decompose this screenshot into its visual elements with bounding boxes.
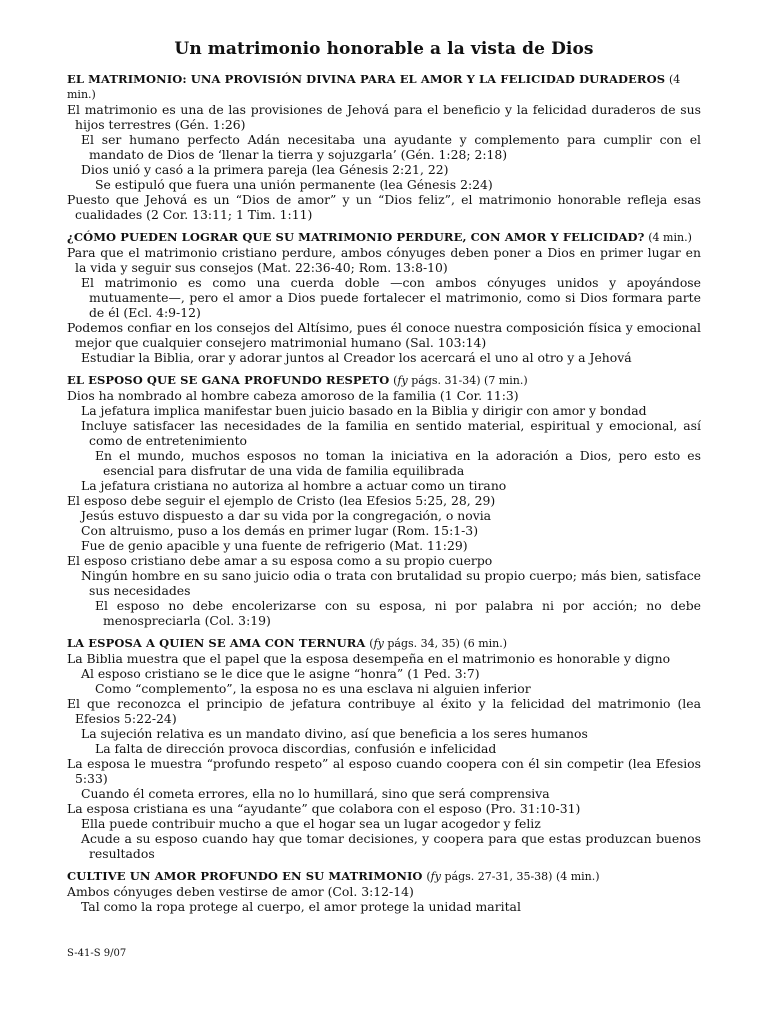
section-spacer (67, 365, 701, 373)
outline-point-level-0: El esposo debe seguir el ejemplo de Cristo (lea Efesios 5:25, 28, 29) (67, 493, 496, 508)
outline-point-level-2: En el mundo, muchos esposos no toman la iniciativa en la adoración a Dios, pero esto es esencial para disfrutar de una vida de familia equilibrada (95, 448, 701, 478)
outline-point-level-1: Cuando él cometa errores, ella no lo humillará, sino que será comprensiva (81, 786, 550, 801)
outline-point-level-1: Ella puede contribuir mucho a que el hogar sea un lugar acogedor y feliz (81, 816, 541, 831)
outline-point-level-1: La jefatura implica manifestar buen juicio basado en la Biblia y dirigir con amor y bondad (81, 403, 647, 418)
section-title: EL MATRIMONIO: UNA PROVISIÓN DIVINA PARA EL AMOR Y LA FELICIDAD DURADEROS (67, 72, 666, 86)
outline-point-level-0: Dios ha nombrado al hombre cabeza amoroso de la familia (1 Cor. 11:3) (67, 388, 519, 403)
outline-point-level-1: La jefatura cristiana no autoriza al hombre a actuar como un tirano (81, 478, 507, 493)
section-title: ¿CÓMO PUEDEN LOGRAR QUE SU MATRIMONIO PERDURE, CON AMOR Y FELICIDAD? (67, 230, 645, 244)
outline-point-level-1: Al esposo cristiano se le dice que le asigne “honra” (1 Ped. 3:7) (81, 666, 480, 681)
section-time-note: (fy págs. 31-34) (7 min.) (393, 374, 528, 387)
publication-ref: fy (397, 374, 408, 387)
outline-section (67, 230, 701, 373)
outline-point-level-1: Fue de genio apacible y una fuente de refrigerio (Mat. 11:29) (81, 538, 468, 553)
outline-point-level-1: Dios unió y casó a la primera pareja (lea Génesis 2:21, 22) (81, 162, 449, 177)
outline-point-level-1: Ningún hombre en su sano juicio odia o trata con brutalidad su propio cuerpo; más bien, satisface sus necesidades (81, 568, 701, 598)
section-heading (67, 373, 701, 388)
section-heading (67, 230, 701, 245)
outline-body (67, 72, 701, 914)
section-heading (67, 72, 701, 102)
outline-section (67, 72, 701, 230)
outline-point-level-2: Se estipuló que fuera una unión permanente (lea Génesis 2:24) (95, 177, 493, 192)
outline-point-level-0: La esposa le muestra “profundo respeto” al esposo cuando coopera con él sin competir (lea Efesios 5:33) (67, 756, 701, 786)
section-title: LA ESPOSA A QUIEN SE AMA CON TERNURA (67, 636, 366, 650)
outline-point-level-0: Ambos cónyuges deben vestirse de amor (Col. 3:12-14) (67, 884, 414, 899)
outline-section (67, 373, 701, 636)
outline-point-level-0: El matrimonio es una de las provisiones de Jehová para el beneficio y la felicidad duraderos de sus hijos terrestres (Gén. 1:26) (67, 102, 701, 132)
section-spacer (67, 861, 701, 869)
outline-point-level-2: La falta de dirección provoca discordias, confusión e infelicidad (95, 741, 497, 756)
form-code-footer: S-41-S 9/07 (67, 948, 127, 959)
publication-ref: fy (430, 870, 441, 883)
outline-point-level-1: Incluye satisfacer las necesidades de la familia en sentido material, espiritual y emocional, así como de entretenimiento (81, 418, 701, 448)
section-time-note: (4 min.) (648, 231, 692, 244)
outline-point-level-1: El ser humano perfecto Adán necesitaba una ayudante y complemento para cumplir con el mandato de Dios de ‘llenar la tierra y sojuzgarla’ (Gén. 1:28; 2:18) (81, 132, 701, 162)
outline-point-level-1: Estudiar la Biblia, orar y adorar juntos al Creador los acercará el uno al otro y a Jehová (81, 350, 632, 365)
section-title: EL ESPOSO QUE SE GANA PROFUNDO RESPETO (67, 373, 390, 387)
outline-section (67, 869, 701, 914)
section-title: CULTIVE UN AMOR PROFUNDO EN SU MATRIMONIO (67, 869, 423, 883)
section-spacer (67, 628, 701, 636)
outline-point-level-0: La esposa cristiana es una “ayudante” que colabora con el esposo (Pro. 31:10-31) (67, 801, 581, 816)
section-time-note: (fy págs. 27-31, 35-38) (4 min.) (426, 870, 600, 883)
outline-point-level-2: Como “complemento”, la esposa no es una esclava ni alguien inferior (95, 681, 531, 696)
outline-point-level-0: La Biblia muestra que el papel que la esposa desempeña en el matrimonio es honorable y digno (67, 651, 671, 666)
section-time-note: (fy págs. 34, 35) (6 min.) (369, 637, 508, 650)
outline-point-level-1: Acude a su esposo cuando hay que tomar decisiones, y coopera para que estas produzcan buenos resultados (81, 831, 701, 861)
outline-section (67, 636, 701, 869)
document-title: Un matrimonio honorable a la vista de Dios (174, 39, 594, 59)
publication-ref: fy (373, 637, 384, 650)
section-time-note: (4 min.) (67, 73, 681, 101)
outline-point-level-0: Podemos confiar en los consejos del Altísimo, pues él conoce nuestra composición física y emocional mejor que cualquier consejero matrimonial humano (Sal. 103:14) (67, 320, 701, 350)
section-spacer (67, 222, 701, 230)
outline-point-level-1: La sujeción relativa es un mandato divino, así que beneficia a los seres humanos (81, 726, 588, 741)
outline-point-level-0: Puesto que Jehová es un “Dios de amor” y un “Dios feliz”, el matrimonio honorable refleja esas cualidades (2 Cor. 13:11; 1 Tim. 1:11) (67, 192, 701, 222)
outline-point-level-2: El esposo no debe encolerizarse con su esposa, ni por palabra ni por acción; no debe menospreciarla (Col. 3:19) (95, 598, 701, 628)
outline-point-level-0: El esposo cristiano debe amar a su esposa como a su propio cuerpo (67, 553, 493, 568)
outline-point-level-1: Tal como la ropa protege al cuerpo, el amor protege la unidad marital (81, 899, 521, 914)
outline-point-level-1: El matrimonio es como una cuerda doble —con ambos cónyuges unidos y apoyándose mutuamente—, pero el amor a Dios puede fortalecer el matrimonio, como si Dios formara parte de él (Ecl. 4:9-12) (81, 275, 701, 320)
section-heading (67, 636, 701, 651)
outline-point-level-0: El que reconozca el principio de jefatura contribuye al éxito y la felicidad del matrimonio (lea Efesios 5:22-24) (67, 696, 701, 726)
outline-point-level-1: Con altruismo, puso a los demás en primer lugar (Rom. 15:1-3) (81, 523, 479, 538)
section-heading (67, 869, 701, 884)
outline-point-level-0: Para que el matrimonio cristiano perdure, ambos cónyuges deben poner a Dios en primer lugar en la vida y seguir sus consejos (Mat. 22:36-40; Rom. 13:8-10) (67, 245, 701, 275)
outline-point-level-1: Jesús estuvo dispuesto a dar su vida por la congregación, o novia (81, 508, 492, 523)
